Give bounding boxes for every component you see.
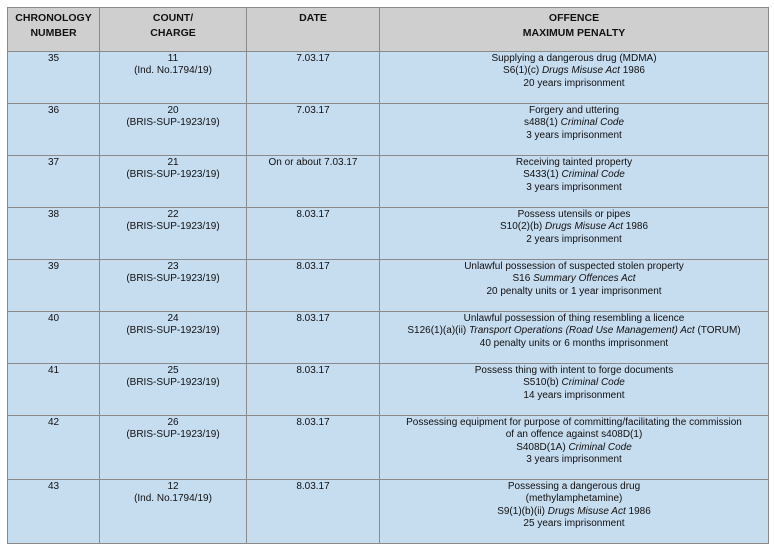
maximum-penalty: 14 years imprisonment	[523, 389, 625, 401]
header-chronology-number	[8, 8, 100, 52]
offence-cell	[380, 480, 769, 544]
offence-date: 8.03.17	[296, 417, 330, 428]
table-row	[8, 208, 769, 260]
charge-reference: (BRIS-SUP-1923/19)	[126, 273, 220, 285]
act-name: Criminal Code	[560, 117, 625, 129]
header-count-line2: CHARGE	[150, 27, 196, 39]
offence-description: Possessing a dangerous drug	[507, 481, 641, 492]
chronology-number: 37	[47, 157, 60, 168]
act-name: Drugs Misuse Act	[541, 65, 620, 77]
date-cell	[247, 364, 380, 416]
date-cell	[247, 480, 380, 544]
charge-reference: (Ind. No.1794/19)	[134, 493, 212, 505]
offence-cell	[380, 52, 769, 104]
header-chronology-line2: NUMBER	[30, 27, 77, 39]
chronology-number: 42	[47, 417, 60, 428]
offence-date: 8.03.17	[296, 481, 330, 492]
offence-description: Possessing equipment for purpose of committing/facilitating the commission	[406, 417, 742, 428]
offence-description: Unlawful possession of suspected stolen property	[464, 261, 684, 272]
act-name: Summary Offences Act	[533, 273, 636, 285]
legislation-reference	[382, 273, 766, 285]
count-number: 12	[167, 481, 179, 492]
section-number: S6(1)(c)	[503, 65, 542, 77]
table-row	[8, 364, 769, 416]
count-charge-cell	[100, 52, 247, 104]
header-row	[8, 8, 769, 52]
offence-cell	[380, 104, 769, 156]
table-row	[8, 156, 769, 208]
act-name: Drugs Misuse Act	[545, 221, 623, 233]
offence-cell	[380, 260, 769, 312]
act-name: Drugs Misuse Act	[547, 505, 626, 517]
offence-date: 8.03.17	[296, 209, 330, 220]
offence-date: 7.03.17	[296, 53, 330, 64]
charge-reference: (BRIS-SUP-1923/19)	[126, 117, 220, 129]
legislation-reference	[382, 117, 766, 129]
chronology-number-cell	[8, 364, 100, 416]
date-cell	[247, 312, 380, 364]
date-cell	[247, 260, 380, 312]
offence-date: 8.03.17	[296, 313, 330, 324]
chronology-number: 39	[47, 261, 60, 272]
chronology-number-cell	[8, 480, 100, 544]
chronology-number-cell	[8, 260, 100, 312]
chronology-number-cell	[8, 156, 100, 208]
count-number: 26	[167, 417, 179, 428]
charge-reference: (BRIS-SUP-1923/19)	[126, 325, 220, 337]
chronology-number: 38	[47, 209, 60, 220]
offence-date: On or about 7.03.17	[268, 157, 358, 168]
count-number: 11	[167, 53, 179, 64]
chronology-number-cell	[8, 312, 100, 364]
chronology-number-cell	[8, 416, 100, 480]
offence-description: Unlawful possession of thing resembling a licence	[463, 313, 685, 324]
offence-cell	[380, 364, 769, 416]
table-row	[8, 416, 769, 480]
count-charge-cell	[100, 260, 247, 312]
count-charge-cell	[100, 364, 247, 416]
count-charge-cell	[100, 156, 247, 208]
charge-reference: (BRIS-SUP-1923/19)	[126, 429, 220, 441]
table-row	[8, 104, 769, 156]
offence-description: Supplying a dangerous drug (MDMA)	[491, 53, 657, 64]
offence-date: 8.03.17	[296, 365, 330, 376]
count-number: 22	[167, 209, 179, 220]
section-suffix: 1986	[625, 505, 651, 517]
header-date-label: DATE	[299, 12, 327, 24]
chronology-number: 36	[47, 105, 60, 116]
maximum-penalty: 40 penalty units or 6 months imprisonment	[479, 337, 669, 349]
section-number: S433(1)	[523, 169, 562, 181]
legislation-reference	[382, 221, 766, 233]
count-charge-cell	[100, 416, 247, 480]
table-row	[8, 260, 769, 312]
charge-reference: (BRIS-SUP-1923/19)	[126, 169, 220, 181]
maximum-penalty: 3 years imprisonment	[526, 181, 622, 193]
count-charge-cell	[100, 312, 247, 364]
legislation-reference	[382, 377, 766, 389]
header-count-line1: COUNT/	[152, 12, 194, 24]
act-name: Criminal Code	[568, 441, 632, 453]
charge-reference: (BRIS-SUP-1923/19)	[126, 221, 220, 233]
section-number: S510(b)	[523, 377, 562, 389]
count-charge-cell	[100, 208, 247, 260]
section-number: S9(1)(b)(ii)	[497, 505, 548, 517]
legislation-reference	[382, 65, 766, 77]
header-count-charge	[100, 8, 247, 52]
header-chronology-line1: CHRONOLOGY	[15, 12, 92, 24]
section-number: S408D(1A)	[516, 441, 569, 453]
count-number: 24	[167, 313, 179, 324]
table-row	[8, 480, 769, 544]
count-charge-cell	[100, 480, 247, 544]
charge-reference: (Ind. No.1794/19)	[134, 65, 212, 77]
maximum-penalty: 3 years imprisonment	[526, 129, 622, 141]
legislation-reference	[382, 506, 766, 518]
header-offence-line1: OFFENCE	[548, 12, 600, 24]
section-suffix: 1986	[619, 65, 645, 77]
maximum-penalty: 2 years imprisonment	[526, 233, 622, 245]
offence-date: 7.03.17	[296, 105, 330, 116]
chronology-number: 35	[47, 53, 60, 64]
chronology-number-cell	[8, 208, 100, 260]
offence-cell	[380, 208, 769, 260]
section-suffix: 1986	[622, 221, 649, 233]
section-number: s488(1)	[523, 117, 561, 129]
offence-date: 8.03.17	[296, 261, 330, 272]
offence-description: Receiving tainted property	[515, 157, 633, 168]
offence-table-container	[7, 7, 768, 544]
legislation-reference	[382, 442, 766, 454]
section-number: S16	[512, 273, 534, 285]
offence-table	[7, 7, 769, 544]
section-suffix: (TORUM)	[694, 325, 741, 337]
offence-cell	[380, 156, 769, 208]
offence-description: (methylamphetamine)	[525, 493, 623, 505]
legislation-reference	[382, 325, 766, 337]
date-cell	[247, 416, 380, 480]
chronology-number-cell	[8, 52, 100, 104]
offence-description: Possess thing with intent to forge documents	[474, 365, 674, 376]
chronology-number: 43	[47, 481, 60, 492]
offence-description: Forgery and uttering	[528, 105, 620, 116]
date-cell	[247, 104, 380, 156]
header-offence-line2: MAXIMUM PENALTY	[522, 27, 626, 39]
count-charge-cell	[100, 104, 247, 156]
date-cell	[247, 52, 380, 104]
maximum-penalty: 25 years imprisonment	[523, 518, 625, 530]
maximum-penalty: 3 years imprisonment	[526, 454, 622, 466]
table-row	[8, 52, 769, 104]
date-cell	[247, 156, 380, 208]
act-name: Criminal Code	[561, 169, 625, 181]
offence-cell	[380, 416, 769, 480]
chronology-number: 40	[47, 313, 60, 324]
act-name: Transport Operations (Road Use Management) Act	[469, 325, 695, 337]
count-number: 21	[167, 157, 179, 168]
date-cell	[247, 208, 380, 260]
count-number: 25	[167, 365, 179, 376]
section-number: S10(2)(b)	[499, 221, 545, 233]
chronology-number: 41	[47, 365, 60, 376]
count-number: 23	[167, 261, 179, 272]
maximum-penalty: 20 years imprisonment	[523, 77, 625, 89]
chronology-number-cell	[8, 104, 100, 156]
offence-description: of an offence against s408D(1)	[505, 429, 643, 441]
header-offence-penalty	[380, 8, 769, 52]
charge-reference: (BRIS-SUP-1923/19)	[126, 377, 220, 389]
act-name: Criminal Code	[561, 377, 625, 389]
count-number: 20	[167, 105, 179, 116]
legislation-reference	[382, 169, 766, 181]
offence-cell	[380, 312, 769, 364]
maximum-penalty: 20 penalty units or 1 year imprisonment	[486, 285, 662, 297]
section-number: S126(1)(a)(ii)	[407, 325, 470, 337]
offence-description: Possess utensils or pipes	[517, 209, 631, 220]
table-row	[8, 312, 769, 364]
header-date	[247, 8, 380, 52]
